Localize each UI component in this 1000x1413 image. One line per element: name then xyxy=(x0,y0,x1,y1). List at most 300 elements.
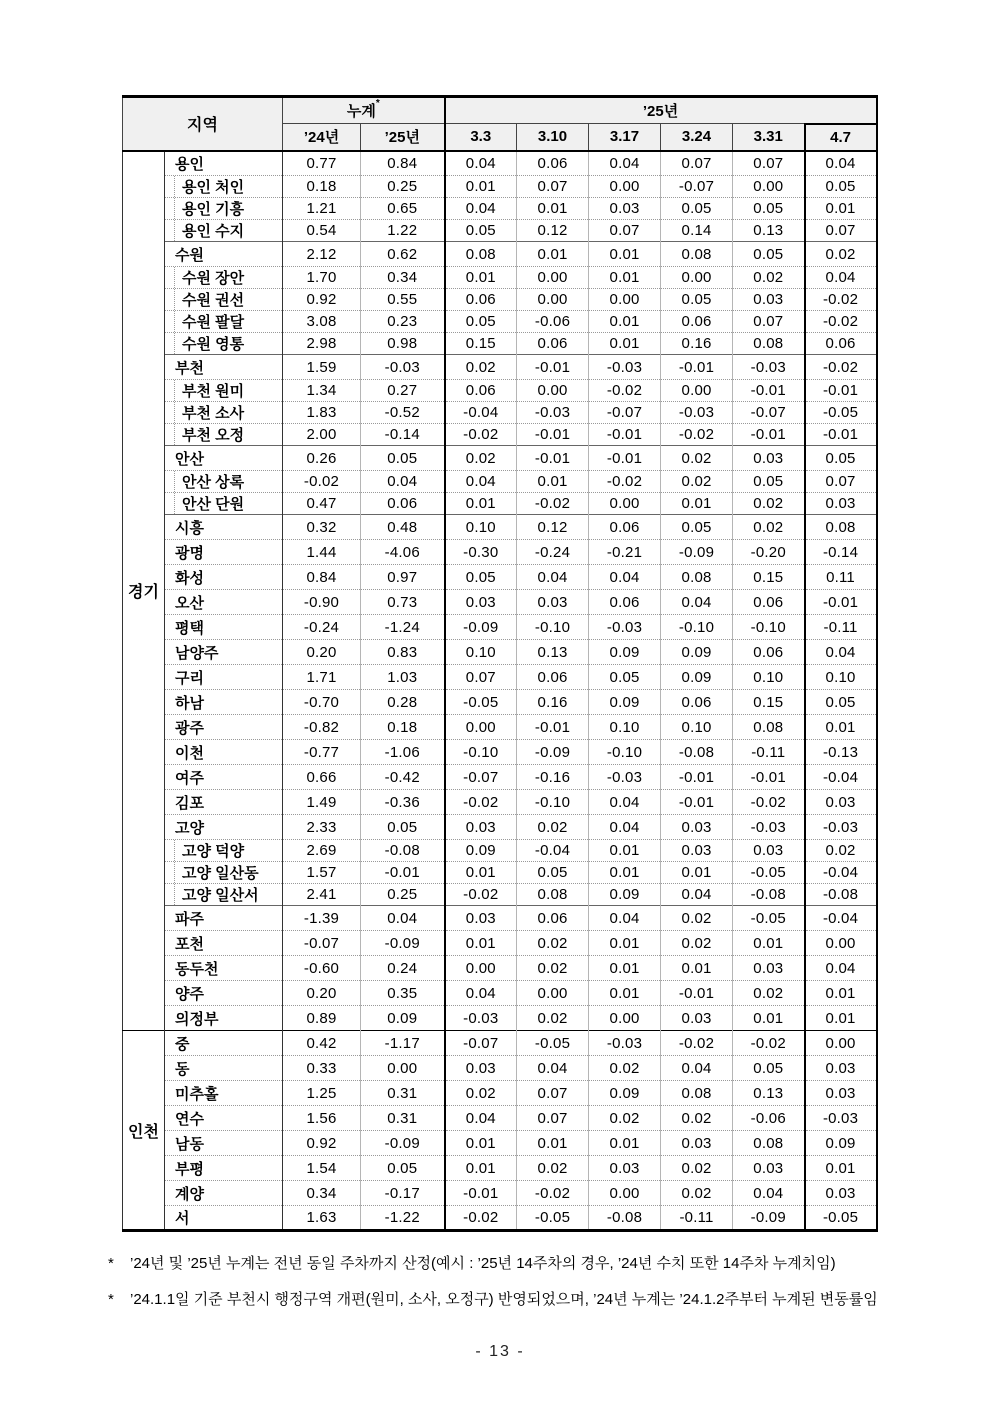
value-cell: 0.42 xyxy=(283,1031,361,1056)
region-name-text: 남양주 xyxy=(175,644,219,662)
footnote-1-text: ’24년 및 ’25년 누계는 전년 동일 주차까지 산정(예시 : ’25년 14주차의 경우, ’24년 수치 또한 14주차 누계치임) xyxy=(130,1255,836,1272)
value-cell: 0.01 xyxy=(805,715,877,740)
region-name-text: 고양 덕양 xyxy=(174,840,282,861)
value-cell: -0.01 xyxy=(661,765,733,790)
region-name-text: 부천 소사 xyxy=(174,402,282,423)
value-cell: -0.14 xyxy=(805,540,877,565)
value-cell: 0.13 xyxy=(517,640,589,665)
table-row xyxy=(123,333,877,355)
value-cell: -0.03 xyxy=(589,355,661,380)
value-cell: 0.09 xyxy=(805,1131,877,1156)
value-cell: 0.02 xyxy=(661,906,733,931)
value-cell: 0.62 xyxy=(361,242,445,267)
value-cell: 0.03 xyxy=(445,590,517,615)
value-cell: 0.98 xyxy=(361,333,445,355)
value-cell: 2.00 xyxy=(283,424,361,446)
table-row xyxy=(123,884,877,906)
value-cell: -0.02 xyxy=(805,311,877,333)
region-name-text: 수원 장안 xyxy=(174,267,282,288)
value-cell: 0.15 xyxy=(445,333,517,355)
value-cell: 0.03 xyxy=(805,1056,877,1081)
region-name-text: 고양 일산서 xyxy=(174,884,282,905)
value-cell: 0.04 xyxy=(589,815,661,840)
value-cell: 0.01 xyxy=(445,176,517,198)
value-cell: -0.42 xyxy=(361,765,445,790)
region-name-text: 부평 xyxy=(175,1160,204,1178)
region-name-text: 수원 영통 xyxy=(174,333,282,354)
value-cell: 0.04 xyxy=(517,1056,589,1081)
value-cell: -0.01 xyxy=(361,862,445,884)
value-cell: -0.02 xyxy=(517,493,589,515)
value-cell: 1.70 xyxy=(283,267,361,289)
region-name xyxy=(165,540,283,565)
value-cell: 0.05 xyxy=(445,311,517,333)
value-cell: -0.02 xyxy=(589,380,661,402)
region-name-text: 하남 xyxy=(175,694,204,712)
value-cell: 1.44 xyxy=(283,540,361,565)
value-cell: 0.08 xyxy=(445,242,517,267)
value-cell: 0.05 xyxy=(445,565,517,590)
region-name-text: 안산 상록 xyxy=(174,471,282,492)
header-cumulative xyxy=(283,97,445,124)
table-row xyxy=(123,1181,877,1206)
value-cell: -0.13 xyxy=(805,740,877,765)
table-row xyxy=(123,640,877,665)
value-cell: 0.83 xyxy=(361,640,445,665)
value-cell: -0.03 xyxy=(805,1106,877,1131)
value-cell: 0.02 xyxy=(661,1106,733,1131)
value-cell: 0.01 xyxy=(517,242,589,267)
region-name xyxy=(165,1081,283,1106)
value-cell: -4.06 xyxy=(361,540,445,565)
region-name xyxy=(165,640,283,665)
value-cell: -0.02 xyxy=(805,289,877,311)
value-cell: 0.06 xyxy=(733,640,805,665)
value-cell: -0.14 xyxy=(361,424,445,446)
region-name-text: 부천 원미 xyxy=(174,380,282,401)
footnote-1 xyxy=(100,1246,894,1282)
value-cell: 0.04 xyxy=(445,151,517,176)
value-cell: 0.14 xyxy=(661,220,733,242)
value-cell: 0.10 xyxy=(589,715,661,740)
value-cell: 0.06 xyxy=(589,515,661,540)
value-cell: -0.01 xyxy=(805,424,877,446)
value-cell: 1.25 xyxy=(283,1081,361,1106)
region-name-text: 여주 xyxy=(175,769,204,787)
value-cell: 0.02 xyxy=(661,471,733,493)
value-cell: 0.02 xyxy=(805,242,877,267)
value-cell: 0.04 xyxy=(445,198,517,220)
value-cell: 0.02 xyxy=(661,1181,733,1206)
value-cell: 2.69 xyxy=(283,840,361,862)
value-cell: 0.05 xyxy=(661,515,733,540)
table-row xyxy=(123,355,877,380)
value-cell: 0.07 xyxy=(733,151,805,176)
region-name-text: 용인 기흥 xyxy=(174,198,282,219)
value-cell: 0.00 xyxy=(733,176,805,198)
value-cell: -0.07 xyxy=(283,931,361,956)
region-name xyxy=(165,862,283,884)
value-cell: -0.52 xyxy=(361,402,445,424)
value-cell: -0.08 xyxy=(361,840,445,862)
value-cell: 0.15 xyxy=(733,565,805,590)
value-cell: 0.08 xyxy=(661,1081,733,1106)
table-row xyxy=(123,740,877,765)
value-cell: -0.10 xyxy=(589,740,661,765)
value-cell: 0.01 xyxy=(661,956,733,981)
value-cell: 0.01 xyxy=(661,862,733,884)
value-cell: -0.20 xyxy=(733,540,805,565)
value-cell: -0.04 xyxy=(805,906,877,931)
region-name xyxy=(165,981,283,1006)
value-cell: 0.48 xyxy=(361,515,445,540)
region-name xyxy=(165,311,283,333)
region-name xyxy=(165,355,283,380)
value-cell: -0.21 xyxy=(589,540,661,565)
value-cell: 0.92 xyxy=(283,1131,361,1156)
region-name-text: 수원 xyxy=(175,246,204,264)
value-cell: 0.06 xyxy=(661,690,733,715)
value-cell: 0.05 xyxy=(661,198,733,220)
region-name xyxy=(165,884,283,906)
value-cell: 0.09 xyxy=(661,665,733,690)
value-cell: -0.04 xyxy=(805,765,877,790)
value-cell: 2.98 xyxy=(283,333,361,355)
header-week-3-10: 3.10 xyxy=(517,124,589,151)
value-cell: 0.04 xyxy=(445,981,517,1006)
region-name-text: 용인 수지 xyxy=(174,220,282,241)
value-cell: -0.07 xyxy=(589,402,661,424)
value-cell: 0.08 xyxy=(517,884,589,906)
value-cell: -0.09 xyxy=(733,1206,805,1231)
table-header xyxy=(123,97,877,151)
region-name xyxy=(165,1206,283,1231)
value-cell: 0.02 xyxy=(517,931,589,956)
value-cell: 2.33 xyxy=(283,815,361,840)
region-name-text: 광주 xyxy=(175,719,204,737)
value-cell: 0.04 xyxy=(805,640,877,665)
value-cell: 0.03 xyxy=(805,1081,877,1106)
region-name-text: 의정부 xyxy=(175,1010,219,1028)
region-name xyxy=(165,220,283,242)
region-name xyxy=(165,289,283,311)
table-row xyxy=(123,1006,877,1031)
value-cell: 0.00 xyxy=(589,493,661,515)
region-name xyxy=(165,267,283,289)
value-cell: 0.25 xyxy=(361,176,445,198)
value-cell: 0.03 xyxy=(733,956,805,981)
value-cell: -0.01 xyxy=(517,446,589,471)
value-cell: 0.47 xyxy=(283,493,361,515)
table-row xyxy=(123,956,877,981)
region-price-table-wrap xyxy=(122,95,878,1232)
table-body xyxy=(123,151,877,1231)
value-cell: 0.01 xyxy=(733,1006,805,1031)
value-cell: -0.01 xyxy=(733,424,805,446)
region-name xyxy=(165,840,283,862)
value-cell: 0.54 xyxy=(283,220,361,242)
value-cell: -0.02 xyxy=(589,471,661,493)
value-cell: 0.05 xyxy=(733,1056,805,1081)
value-cell: 0.16 xyxy=(517,690,589,715)
value-cell: -0.02 xyxy=(517,1181,589,1206)
value-cell: 0.05 xyxy=(733,471,805,493)
value-cell: 0.32 xyxy=(283,515,361,540)
value-cell: 0.04 xyxy=(805,267,877,289)
value-cell: -0.01 xyxy=(661,981,733,1006)
value-cell: 0.08 xyxy=(733,715,805,740)
value-cell: 0.03 xyxy=(589,198,661,220)
value-cell: 0.23 xyxy=(361,311,445,333)
region-name xyxy=(165,740,283,765)
value-cell: 0.05 xyxy=(733,242,805,267)
value-cell: 0.02 xyxy=(805,840,877,862)
table-row xyxy=(123,540,877,565)
value-cell: 0.03 xyxy=(445,815,517,840)
table-row xyxy=(123,402,877,424)
region-name-text: 시흥 xyxy=(175,519,204,537)
table-row xyxy=(123,424,877,446)
value-cell: -0.08 xyxy=(805,884,877,906)
value-cell: -0.03 xyxy=(589,615,661,640)
region-name xyxy=(165,790,283,815)
asterisk-mark: * xyxy=(108,1291,114,1308)
value-cell: -0.04 xyxy=(445,402,517,424)
value-cell: 0.13 xyxy=(733,220,805,242)
value-cell: -0.05 xyxy=(805,1206,877,1231)
table-row xyxy=(123,380,877,402)
value-cell: 0.89 xyxy=(283,1006,361,1031)
value-cell: 0.03 xyxy=(805,1181,877,1206)
value-cell: 0.09 xyxy=(589,690,661,715)
region-name xyxy=(165,333,283,355)
region-name xyxy=(165,1056,283,1081)
value-cell: 1.57 xyxy=(283,862,361,884)
value-cell: -0.05 xyxy=(517,1206,589,1231)
value-cell: 0.31 xyxy=(361,1081,445,1106)
value-cell: 0.09 xyxy=(589,884,661,906)
value-cell: -0.07 xyxy=(661,176,733,198)
value-cell: -0.09 xyxy=(361,1131,445,1156)
value-cell: 0.10 xyxy=(445,640,517,665)
value-cell: -0.70 xyxy=(283,690,361,715)
value-cell: 1.83 xyxy=(283,402,361,424)
value-cell: -0.07 xyxy=(445,1031,517,1056)
value-cell: -0.02 xyxy=(283,471,361,493)
value-cell: 0.03 xyxy=(661,1131,733,1156)
value-cell: 0.03 xyxy=(733,840,805,862)
value-cell: 0.01 xyxy=(589,267,661,289)
value-cell: 0.12 xyxy=(517,515,589,540)
value-cell: 0.10 xyxy=(445,515,517,540)
value-cell: 0.01 xyxy=(589,311,661,333)
value-cell: 0.06 xyxy=(445,380,517,402)
value-cell: 0.06 xyxy=(805,333,877,355)
value-cell: 0.01 xyxy=(805,1006,877,1031)
value-cell: 0.01 xyxy=(517,471,589,493)
region-name-text: 평택 xyxy=(175,619,204,637)
value-cell: 0.03 xyxy=(445,906,517,931)
table-row xyxy=(123,981,877,1006)
value-cell: 0.04 xyxy=(589,565,661,590)
value-cell: 0.11 xyxy=(805,565,877,590)
value-cell: 0.00 xyxy=(589,176,661,198)
value-cell: 0.65 xyxy=(361,198,445,220)
value-cell: 0.13 xyxy=(733,1081,805,1106)
value-cell: 0.05 xyxy=(805,690,877,715)
value-cell: 0.06 xyxy=(517,906,589,931)
value-cell: -0.03 xyxy=(589,765,661,790)
region-name xyxy=(165,471,283,493)
region-name xyxy=(165,380,283,402)
value-cell: 0.02 xyxy=(445,355,517,380)
value-cell: -0.03 xyxy=(733,355,805,380)
value-cell: 0.06 xyxy=(733,590,805,615)
value-cell: 0.08 xyxy=(661,242,733,267)
page-number: - 13 - xyxy=(475,1343,525,1360)
value-cell: -0.01 xyxy=(589,446,661,471)
value-cell: -0.07 xyxy=(445,765,517,790)
value-cell: -0.90 xyxy=(283,590,361,615)
region-name-text: 김포 xyxy=(175,794,204,812)
value-cell: -0.02 xyxy=(805,355,877,380)
value-cell: 0.05 xyxy=(805,446,877,471)
table-row xyxy=(123,565,877,590)
region-name xyxy=(165,151,283,176)
region-name xyxy=(165,615,283,640)
value-cell: 0.03 xyxy=(445,1056,517,1081)
value-cell: -0.11 xyxy=(661,1206,733,1231)
region-name xyxy=(165,765,283,790)
value-cell: 0.02 xyxy=(445,1081,517,1106)
value-cell: 0.04 xyxy=(361,906,445,931)
value-cell: -0.05 xyxy=(517,1031,589,1056)
value-cell: 0.01 xyxy=(589,981,661,1006)
value-cell: 1.34 xyxy=(283,380,361,402)
region-group-label: 인천 xyxy=(123,1031,165,1231)
value-cell: 0.04 xyxy=(589,790,661,815)
header-week-3-3: 3.3 xyxy=(445,124,517,151)
value-cell: -0.04 xyxy=(517,840,589,862)
value-cell: -0.30 xyxy=(445,540,517,565)
table-row xyxy=(123,1131,877,1156)
region-name-text: 동 xyxy=(175,1060,190,1078)
value-cell: 0.04 xyxy=(805,956,877,981)
region-name xyxy=(165,198,283,220)
value-cell: 0.33 xyxy=(283,1056,361,1081)
table-row xyxy=(123,198,877,220)
value-cell: -0.10 xyxy=(733,615,805,640)
value-cell: 0.02 xyxy=(733,515,805,540)
value-cell: 0.07 xyxy=(805,471,877,493)
table-row xyxy=(123,446,877,471)
value-cell: 0.01 xyxy=(589,840,661,862)
region-name xyxy=(165,1181,283,1206)
region-name xyxy=(165,931,283,956)
value-cell: 0.00 xyxy=(517,289,589,311)
value-cell: 0.07 xyxy=(517,1106,589,1131)
value-cell: -0.02 xyxy=(445,424,517,446)
value-cell: 0.03 xyxy=(661,1006,733,1031)
value-cell: 0.01 xyxy=(589,931,661,956)
value-cell: 0.03 xyxy=(517,590,589,615)
value-cell: 0.02 xyxy=(517,1156,589,1181)
table-row xyxy=(123,815,877,840)
value-cell: 0.00 xyxy=(805,1031,877,1056)
region-name-text: 용인 처인 xyxy=(174,176,282,197)
value-cell: 0.02 xyxy=(733,981,805,1006)
value-cell: 0.09 xyxy=(361,1006,445,1031)
value-cell: 0.55 xyxy=(361,289,445,311)
value-cell: -0.07 xyxy=(733,402,805,424)
value-cell: 0.77 xyxy=(283,151,361,176)
value-cell: 0.01 xyxy=(661,493,733,515)
value-cell: 1.63 xyxy=(283,1206,361,1231)
value-cell: 1.59 xyxy=(283,355,361,380)
value-cell: 0.07 xyxy=(661,151,733,176)
table-row xyxy=(123,1081,877,1106)
value-cell: 0.00 xyxy=(589,1181,661,1206)
value-cell: 0.02 xyxy=(661,446,733,471)
value-cell: 1.56 xyxy=(283,1106,361,1131)
value-cell: 0.06 xyxy=(445,289,517,311)
value-cell: -0.01 xyxy=(589,424,661,446)
value-cell: 0.01 xyxy=(589,333,661,355)
value-cell: 0.06 xyxy=(661,311,733,333)
value-cell: 0.03 xyxy=(733,446,805,471)
value-cell: -1.24 xyxy=(361,615,445,640)
region-name xyxy=(165,1106,283,1131)
value-cell: -0.01 xyxy=(517,355,589,380)
value-cell: 0.28 xyxy=(361,690,445,715)
table-row xyxy=(123,311,877,333)
value-cell: -0.03 xyxy=(805,815,877,840)
value-cell: 0.04 xyxy=(805,151,877,176)
value-cell: -0.08 xyxy=(661,740,733,765)
value-cell: 0.00 xyxy=(661,380,733,402)
value-cell: -0.16 xyxy=(517,765,589,790)
value-cell: 0.97 xyxy=(361,565,445,590)
value-cell: 2.12 xyxy=(283,242,361,267)
value-cell: -0.05 xyxy=(805,402,877,424)
table-row xyxy=(123,176,877,198)
table-row xyxy=(123,471,877,493)
value-cell: 0.03 xyxy=(661,815,733,840)
table-row xyxy=(123,493,877,515)
header-cum-25: ’25년 xyxy=(361,124,445,151)
table-row xyxy=(123,690,877,715)
value-cell: -0.01 xyxy=(733,380,805,402)
value-cell: 1.54 xyxy=(283,1156,361,1181)
value-cell: 0.66 xyxy=(283,765,361,790)
value-cell: 0.01 xyxy=(445,267,517,289)
value-cell: 0.00 xyxy=(517,267,589,289)
value-cell: 1.21 xyxy=(283,198,361,220)
value-cell: 0.02 xyxy=(517,815,589,840)
region-name xyxy=(165,446,283,471)
value-cell: 0.26 xyxy=(283,446,361,471)
value-cell: -0.10 xyxy=(661,615,733,640)
value-cell: -0.04 xyxy=(805,862,877,884)
region-name-text: 부천 xyxy=(175,359,204,377)
value-cell: 0.31 xyxy=(361,1106,445,1131)
value-cell: 0.05 xyxy=(661,289,733,311)
region-name xyxy=(165,690,283,715)
value-cell: 0.01 xyxy=(445,1156,517,1181)
region-name-text: 용인 xyxy=(175,155,204,173)
value-cell: 0.02 xyxy=(517,1006,589,1031)
value-cell: 0.09 xyxy=(589,1081,661,1106)
